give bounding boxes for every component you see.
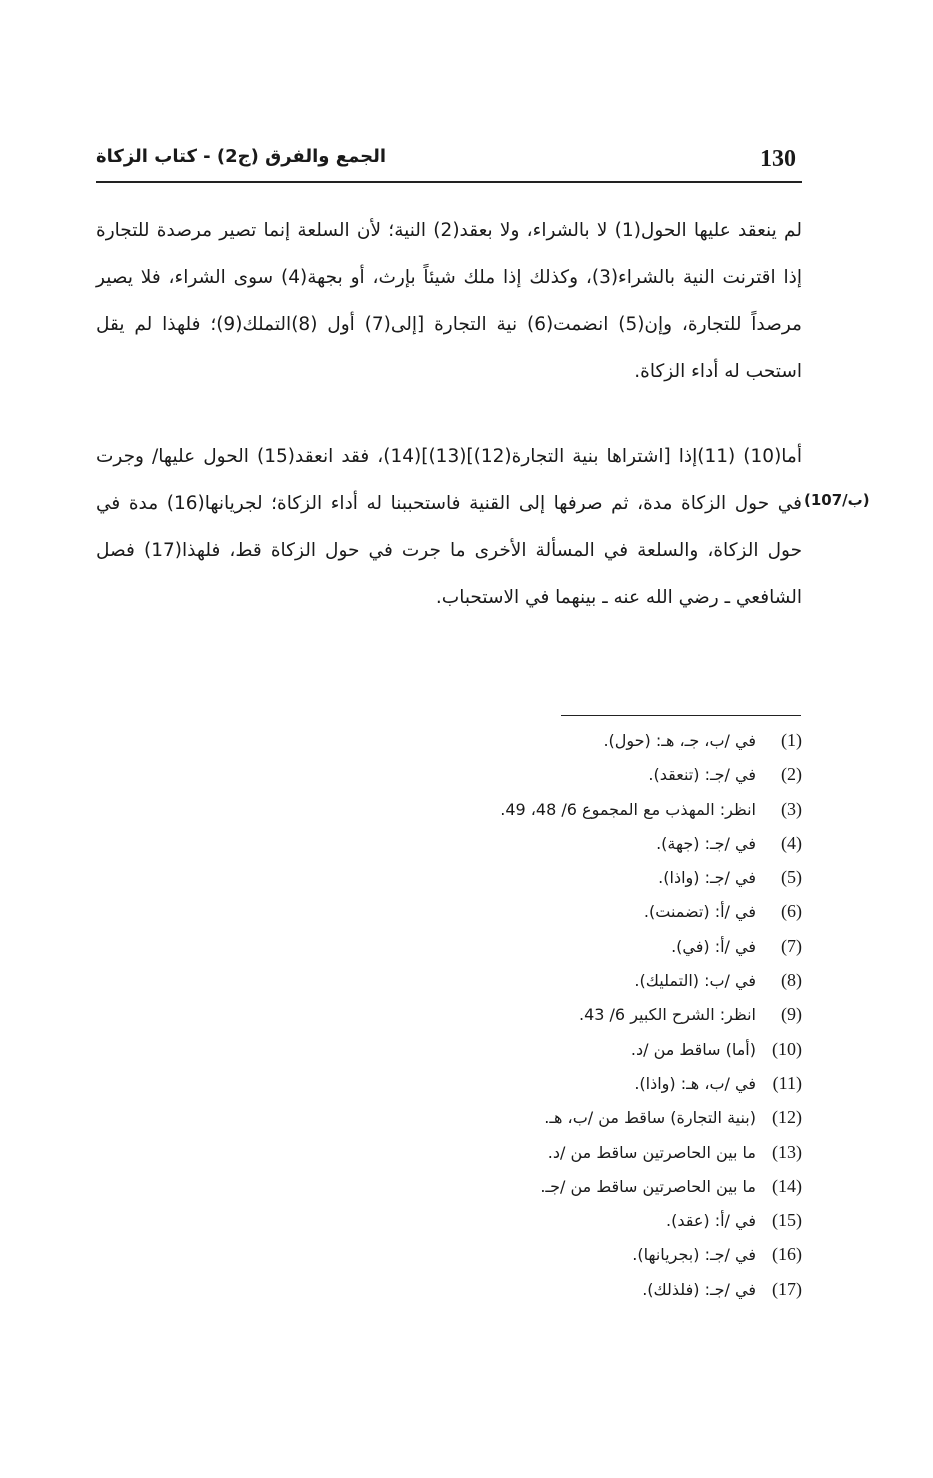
footnote-number: (15) (772, 1210, 802, 1231)
footnote-item (500, 901, 802, 935)
footnote-text: انظر: المهذب مع المجموع 6/ 48، 49. (500, 799, 756, 819)
footnote-number: (5) (781, 867, 802, 888)
footnote-item (500, 764, 802, 798)
footnote-rule (561, 715, 801, 716)
footnote-item (500, 936, 802, 970)
footnote-number: (4) (781, 832, 802, 853)
footnote-item (500, 799, 802, 833)
body-paragraph-2: أما(10) (11)إذا [اشتراها بنية التجارة(12)](13)](14)، فقد انعقد(15) الحول عليها/ وجرت في حول الزكاة مدة، ثم صرفها إلى القنية فاستحببنا له أداء الزكاة؛ لجريانها(16) مدة في حول الزكاة، والسلعة في المسألة الأخرى ما جرت في حول الزكاة قط، فلهذا(17) فصل الشافعي ـ رضي الله عنه ـ بينهما في الاستحباب. (96, 446, 802, 608)
footnote-number: (10) (772, 1038, 802, 1059)
page-number: 130 (760, 146, 796, 172)
footnote-item (500, 1073, 802, 1107)
footnote-number: (7) (781, 935, 802, 956)
footnote-number: (11) (772, 1072, 802, 1093)
footnote-list (500, 730, 802, 1313)
footnote-item (500, 730, 802, 764)
footnote-item (500, 1039, 802, 1073)
footnote-text: ما بين الحاصرتين ساقط من /جـ. (540, 1176, 756, 1196)
footnote-text: في /أ: (عقد). (666, 1211, 756, 1231)
footnote-number: (3) (781, 798, 802, 819)
footnote-number: (12) (772, 1107, 802, 1128)
footnote-text: في /أ: (في). (671, 936, 756, 956)
footnote-text: ما بين الحاصرتين ساقط من /د. (547, 1142, 756, 1162)
footnote-text: في /ب، جـ، هـ: (حول). (603, 731, 756, 750)
footnote-item (500, 1142, 802, 1176)
footnote-number: (14) (772, 1175, 802, 1196)
footnote-text: في /جـ: (بجريانها). (632, 1245, 756, 1265)
footnote-text: في /ب: (التمليك). (634, 971, 756, 991)
footnote-text: في /جـ: (فلذلك). (642, 1279, 756, 1299)
header-rule (96, 181, 802, 183)
footnote-item (500, 867, 802, 901)
footnote-item (500, 1176, 802, 1210)
footnote-text: في /أ: (تضمنت). (643, 902, 756, 922)
footnote-text: في /جـ: (تنعقد). (648, 765, 756, 785)
body-paragraph-1: لم ينعقد عليها الحول(1) لا بالشراء، ولا بعقد(2) النية؛ لأن السلعة إنما تصير مرصدة للتجارة إذا اقترنت النية بالشراء(3)، وكذلك إذا ملك شيئاً بإرث، أو بجهة(4) سوى الشراء، فلا يصير مرصداً للتجارة، وإن(5) انضمت(6) نية التجارة [إلى(7) أول (8)التملك(9)؛ فلهذا لم يقل استحب له أداء الزكاة. (96, 220, 802, 382)
footnote-text: (أما) ساقط من /د. (630, 1039, 756, 1059)
footnote-item (500, 970, 802, 1004)
footnote-item (500, 1279, 802, 1313)
footnote-text: (بنية التجارة) ساقط من /ب، هـ. (544, 1108, 756, 1128)
footnote-item (500, 833, 802, 867)
footnote-item (500, 1107, 802, 1141)
footnote-number: (8) (781, 970, 802, 991)
footnote-item (500, 1004, 802, 1038)
footnote-text: في /ب، هـ: (واذا). (634, 1073, 756, 1093)
manuscript-folio-note: (107/ب) (804, 491, 870, 509)
footnote-number: (6) (781, 901, 802, 922)
footnote-text: في /جـ: (جهة). (656, 833, 756, 853)
footnote-number: (16) (772, 1244, 802, 1265)
footnote-text: في /جـ: (واذا). (658, 868, 756, 888)
footnote-number: (13) (772, 1141, 802, 1162)
footnote-number: (17) (772, 1278, 802, 1299)
footnote-item (500, 1244, 802, 1278)
footnote-number: (2) (781, 764, 802, 785)
footnote-number: (9) (781, 1004, 802, 1025)
footnote-text: انظر: الشرح الكبير 6/ 43. (578, 1005, 756, 1025)
running-header-title: الجمع والفرق (ج2) - كتاب الزكاة (96, 146, 387, 167)
footnote-number: (1) (781, 730, 802, 750)
footnote-item (500, 1210, 802, 1244)
